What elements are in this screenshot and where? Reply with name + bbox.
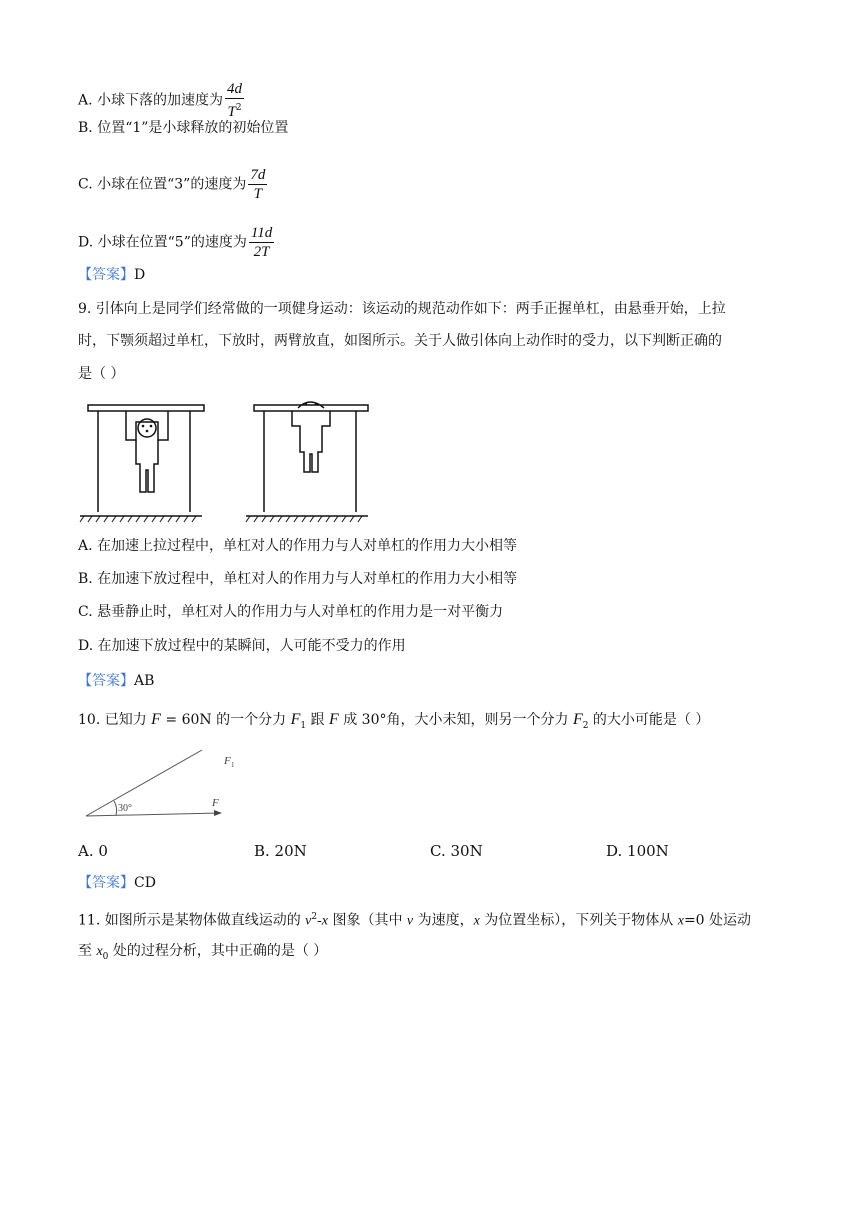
q10-answer-value: CD [134, 875, 156, 891]
q9-option-b: B. 在加速下放过程中，单杠对人的作用力与人对单杠的作用力大小相等 [78, 571, 518, 587]
q8-answer [78, 265, 145, 285]
q9-answer-value: AB [134, 673, 155, 689]
answer-tag: 【答案】 [78, 673, 134, 689]
q8-option-a-fraction: $\frac{4d}{T^2}$ [227, 81, 243, 120]
q10-fig-angle-label: 30° [118, 803, 132, 814]
q10-fig-label-f1-sub: 1 [231, 761, 235, 769]
q9-stem-line3: 是（ ） [78, 366, 125, 382]
q10-option-a: A. 0 [78, 842, 108, 860]
q10-option-b: B. 20N [254, 842, 307, 860]
q8-option-d-text: D. 小球在位置“5”的速度为 [78, 234, 247, 251]
q9-pullup-figure [78, 400, 378, 525]
q9-stem-line2: 时，下颚须超过单杠，下放时，两臂放直，如图所示。关于人做引体向上动作时的受力，以下判断正确的 [78, 333, 722, 349]
q8-option-a-text: A. 小球下落的加速度为 [78, 92, 224, 109]
q10-answer [78, 873, 156, 893]
q8-option-c [78, 166, 267, 203]
q11-stem-line1: 11. 如图所示是某物体做直线运动的 $v^2-x$ 图象（其中 v 为速度，x 为位置坐标），下列关于物体从 x=0 处运动 [78, 912, 752, 929]
answer-tag: 【答案】 [78, 267, 134, 283]
answer-tag: 【答案】 [78, 875, 134, 891]
q10-option-d: D. 100N [606, 842, 669, 860]
q10-option-c: C. 30N [430, 842, 483, 860]
q8-option-d-fraction: $\frac{11d}{2T}$ [250, 225, 273, 260]
q9-stem-line1: 9. 引体向上是同学们经常做的一项健身运动：该运动的规范动作如下：两手正握单杠，由悬垂开始，上拉 [78, 301, 726, 317]
q8-option-c-text: C. 小球在位置“3”的速度为 [78, 176, 247, 193]
q9-option-c: C. 悬垂静止时，单杠对人的作用力与人对单杠的作用力是一对平衡力 [78, 604, 504, 620]
q9-option-d: D. 在加速下放过程中的某瞬间，人可能不受力的作用 [78, 638, 406, 654]
q8-option-c-fraction: $\frac{7d}{T}$ [250, 167, 266, 202]
q8-option-b: B. 位置“1”是小球释放的初始位置 [78, 120, 289, 136]
q8-option-d [78, 224, 274, 261]
q8-answer-value: D [134, 267, 146, 283]
q8-option-a [78, 80, 244, 121]
q10-force-figure [84, 744, 234, 824]
q9-answer [78, 671, 154, 691]
q11-stem-line2: 至 $x_0$ 处的过程分析，其中正确的是（ ） [78, 943, 328, 962]
q10-stem: 10. 已知力 F = 60N 的一个分力 $F_1$ 跟 F 成 30°角，大小未知，则另一个分力 $F_2$ 的大小可能是（ ） [78, 711, 710, 731]
q10-fig-label-f1: F [224, 755, 231, 767]
q9-option-a: A. 在加速上拉过程中，单杠对人的作用力与人对单杠的作用力大小相等 [78, 538, 518, 554]
q10-fig-label-f: F [212, 797, 219, 809]
